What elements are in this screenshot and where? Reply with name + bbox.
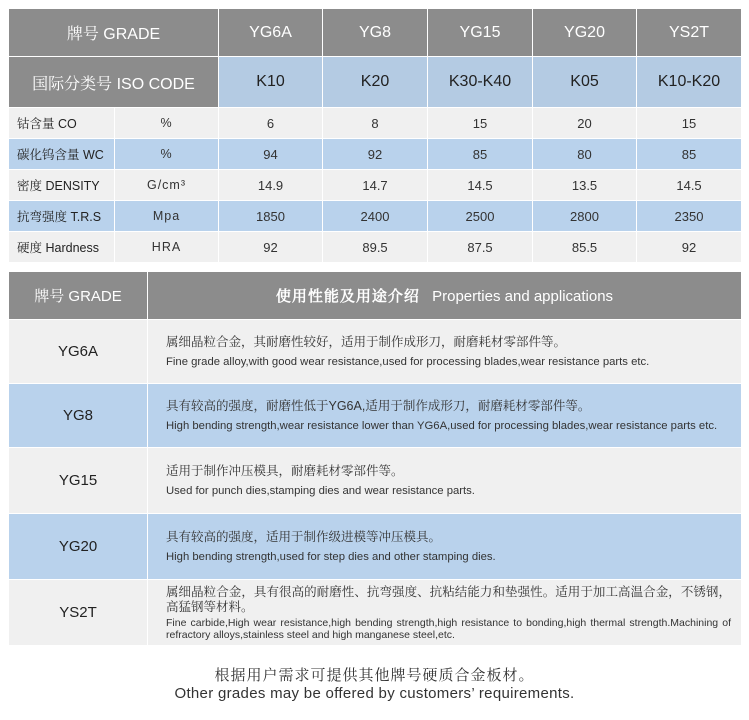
iso-code-cell: K10 [219, 57, 323, 108]
app-grade-header: 牌号 GRADE [9, 272, 148, 320]
row-label: 碳化钨含量 WC [9, 139, 115, 170]
value-cell: 14.9 [219, 170, 323, 201]
value-cell: 15 [637, 108, 742, 139]
footer-note-zh: 根据用户需求可提供其他牌号硬质合金板材。 [214, 667, 535, 684]
desc-en: Fine carbide,High wear resistance,high bending strength,high resistance to bonding,high thermal strength.Machining of refractory alloys,stainless steel and high manganese steel,etc. [166, 616, 731, 641]
desc-en: Used for punch dies,stamping dies and wear resistance parts. [166, 485, 475, 497]
desc-en: Fine grade alloy,with good wear resistance,used for processing blades,wear resistance parts etc. [166, 356, 650, 368]
iso-header-cell: 国际分类号 ISO CODE [9, 57, 219, 108]
iso-code-row [9, 57, 742, 108]
value-cell: 87.5 [428, 232, 533, 263]
value-cell: 14.5 [428, 170, 533, 201]
app-desc-cell [148, 580, 742, 646]
table-row [9, 514, 742, 580]
table-row [9, 384, 742, 448]
value-cell: 80 [533, 139, 637, 170]
app-desc-cell [148, 384, 742, 448]
value-cell: 14.7 [323, 170, 428, 201]
table-row [9, 139, 742, 170]
value-cell: 1850 [219, 201, 323, 232]
value-cell: 2350 [637, 201, 742, 232]
spec-header-row [9, 9, 742, 57]
iso-code-cell: K30-K40 [428, 57, 533, 108]
app-grade-cell: YG8 [9, 384, 148, 448]
value-cell: 85 [428, 139, 533, 170]
row-label: 钴含量 CO [9, 108, 115, 139]
desc-zh: 具有较高的强度，适用于制作级进模等冲压模具。 [166, 530, 442, 544]
value-cell: 2400 [323, 201, 428, 232]
table-row [9, 232, 742, 263]
value-cell: 89.5 [323, 232, 428, 263]
desc-en: High bending strength,used for step dies and other stamping dies. [166, 551, 496, 563]
app-props-header [148, 272, 742, 320]
content-wrapper [8, 8, 741, 646]
table-row [9, 448, 742, 514]
table-row [9, 580, 742, 646]
spec-table [8, 8, 742, 263]
props-header-zh: 使用性能及用途介绍 [275, 288, 420, 305]
desc-en: High bending strength,wear resistance lower than YG6A,used for processing blades,wear resistance parts etc. [166, 420, 718, 432]
app-grade-cell: YS2T [9, 580, 148, 646]
table-row [9, 108, 742, 139]
grade-col-yg6a: YG6A [219, 9, 323, 57]
app-desc-cell [148, 448, 742, 514]
grade-col-ys2t: YS2T [637, 9, 742, 57]
value-cell: 92 [219, 232, 323, 263]
row-unit: HRA [115, 232, 219, 263]
row-label: 硬度 Hardness [9, 232, 115, 263]
app-grade-cell: YG6A [9, 320, 148, 384]
value-cell: 15 [428, 108, 533, 139]
value-cell: 94 [219, 139, 323, 170]
value-cell: 6 [219, 108, 323, 139]
value-cell: 85 [637, 139, 742, 170]
grade-col-yg20: YG20 [533, 9, 637, 57]
value-cell: 92 [323, 139, 428, 170]
app-desc-cell [148, 514, 742, 580]
props-header-en: Properties and applications [432, 288, 614, 305]
iso-code-cell: K05 [533, 57, 637, 108]
row-unit: % [115, 108, 219, 139]
footer-note-en: Other grades may be offered by customers’ requirements. [174, 685, 575, 702]
desc-zh: 属细晶粒合金，其耐磨性较好，适用于制作成形刀，耐磨耗材零部件等。 [166, 335, 567, 349]
desc-zh: 适用于制作冲压模具，耐磨耗材零部件等。 [166, 464, 404, 478]
row-label: 密度 DENSITY [9, 170, 115, 201]
grade-col-yg8: YG8 [323, 9, 428, 57]
value-cell: 2500 [428, 201, 533, 232]
row-unit: Mpa [115, 201, 219, 232]
value-cell: 2800 [533, 201, 637, 232]
table-row [9, 201, 742, 232]
value-cell: 8 [323, 108, 428, 139]
value-cell: 14.5 [637, 170, 742, 201]
iso-code-cell: K20 [323, 57, 428, 108]
applications-table [8, 271, 742, 646]
table-row [9, 170, 742, 201]
row-unit: G/cm³ [115, 170, 219, 201]
table-row [9, 320, 742, 384]
iso-code-cell: K10-K20 [637, 57, 742, 108]
grade-col-yg15: YG15 [428, 9, 533, 57]
value-cell: 13.5 [533, 170, 637, 201]
desc-zh: 属细晶粒合金，具有很高的耐磨性、抗弯强度、抗粘结能力和垫强性。适用于加工高温合金，不锈钢，高猛钢等材料。 [166, 584, 731, 614]
grade-header-cell: 牌号 GRADE [9, 9, 219, 57]
row-label: 抗弯强度 T.R.S [9, 201, 115, 232]
value-cell: 85.5 [533, 232, 637, 263]
app-grade-cell: YG20 [9, 514, 148, 580]
app-desc-cell [148, 320, 742, 384]
value-cell: 20 [533, 108, 637, 139]
row-unit: % [115, 139, 219, 170]
app-grade-cell: YG15 [9, 448, 148, 514]
desc-zh: 具有较高的强度，耐磨性低于YG6A,适用于制作成形刀，耐磨耗材零部件等。 [166, 399, 591, 413]
value-cell: 92 [637, 232, 742, 263]
applications-header-row [9, 272, 742, 320]
